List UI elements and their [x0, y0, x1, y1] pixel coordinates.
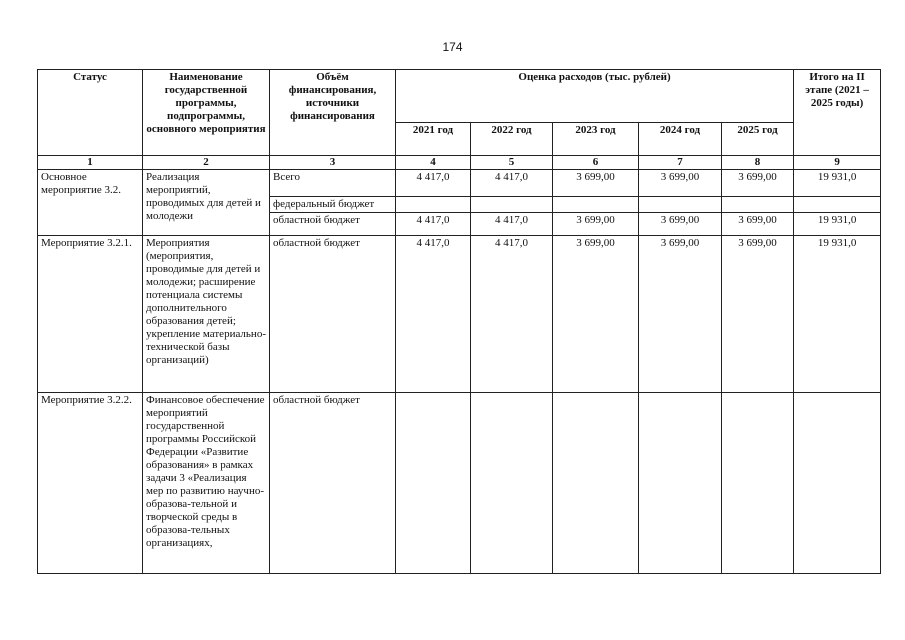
cell-2024: 3 699,00	[639, 213, 722, 236]
column-number: 1	[38, 156, 143, 170]
row-source: областной бюджет	[270, 393, 396, 574]
table-row	[38, 236, 881, 393]
cell-total: 19 931,0	[794, 213, 881, 236]
cell-2022: 4 417,0	[471, 170, 553, 197]
cell-total: 19 931,0	[794, 236, 881, 393]
column-number: 6	[553, 156, 639, 170]
page-number: 174	[442, 40, 463, 54]
cell-total	[794, 393, 881, 574]
cell-total	[794, 197, 881, 213]
cell-2021	[396, 393, 471, 574]
row-name: Мероприятия (мероприятия, проводимые для детей и молодежи; расширение потенциала системы дополнительного образования детей; укрепление материально-технической базы организаций)	[143, 236, 270, 393]
cell-2024	[639, 197, 722, 213]
cell-2025: 3 699,00	[722, 213, 794, 236]
header-year-2021: 2021 год	[396, 123, 471, 156]
row-status: Мероприятие 3.2.1.	[38, 236, 143, 393]
cell-2022: 4 417,0	[471, 236, 553, 393]
cell-2023: 3 699,00	[553, 213, 639, 236]
table-row	[38, 393, 881, 574]
cell-2021	[396, 197, 471, 213]
header-volume: Объём финансирования, источники финансирования	[270, 70, 396, 156]
row-source: федеральный бюджет	[270, 197, 396, 213]
header-year-2023: 2023 год	[553, 123, 639, 156]
header-year-2022: 2022 год	[471, 123, 553, 156]
header-row	[38, 70, 881, 123]
cell-2023: 3 699,00	[553, 236, 639, 393]
cell-2025: 3 699,00	[722, 236, 794, 393]
cell-2024: 3 699,00	[639, 236, 722, 393]
table-row	[38, 170, 881, 197]
row-name: Финансовое обеспечение мероприятий государственной программы Российской Федерации «Развитие образования» в рамках задачи 3 «Реализация мер по развитию научно-образова-тельной и творческой среды в образова-тельных организациях,	[143, 393, 270, 574]
row-source: Всего	[270, 170, 396, 197]
header-total: Итого на II этапе (2021 – 2025 годы)	[794, 70, 881, 156]
column-number: 8	[722, 156, 794, 170]
cell-2021: 4 417,0	[396, 213, 471, 236]
row-status: Основное мероприятие 3.2.	[38, 170, 143, 236]
row-name: Реализация мероприятий, проводимых для детей и молодежи	[143, 170, 270, 236]
header-year-2024: 2024 год	[639, 123, 722, 156]
cell-2025: 3 699,00	[722, 170, 794, 197]
budget-table	[37, 69, 881, 574]
cell-2025	[722, 393, 794, 574]
cell-2022	[471, 393, 553, 574]
header-status: Статус	[38, 70, 143, 156]
cell-2024: 3 699,00	[639, 170, 722, 197]
column-number: 3	[270, 156, 396, 170]
row-status: Мероприятие 3.2.2.	[38, 393, 143, 574]
cell-2023: 3 699,00	[553, 170, 639, 197]
cell-2022: 4 417,0	[471, 213, 553, 236]
row-source: областной бюджет	[270, 213, 396, 236]
column-number: 5	[471, 156, 553, 170]
cell-2023	[553, 393, 639, 574]
column-number: 9	[794, 156, 881, 170]
column-number: 7	[639, 156, 722, 170]
header-name: Наименование государственной программы, подпрограммы, основного мероприятия	[143, 70, 270, 156]
cell-2022	[471, 197, 553, 213]
cell-2021: 4 417,0	[396, 236, 471, 393]
header-year-2025: 2025 год	[722, 123, 794, 156]
cell-2021: 4 417,0	[396, 170, 471, 197]
cell-total: 19 931,0	[794, 170, 881, 197]
cell-2024	[639, 393, 722, 574]
header-estimate: Оценка расходов (тыс. рублей)	[396, 70, 794, 123]
cell-2023	[553, 197, 639, 213]
column-numbers-row	[38, 156, 881, 170]
row-source: областной бюджет	[270, 236, 396, 393]
column-number: 2	[143, 156, 270, 170]
column-number: 4	[396, 156, 471, 170]
cell-2025	[722, 197, 794, 213]
